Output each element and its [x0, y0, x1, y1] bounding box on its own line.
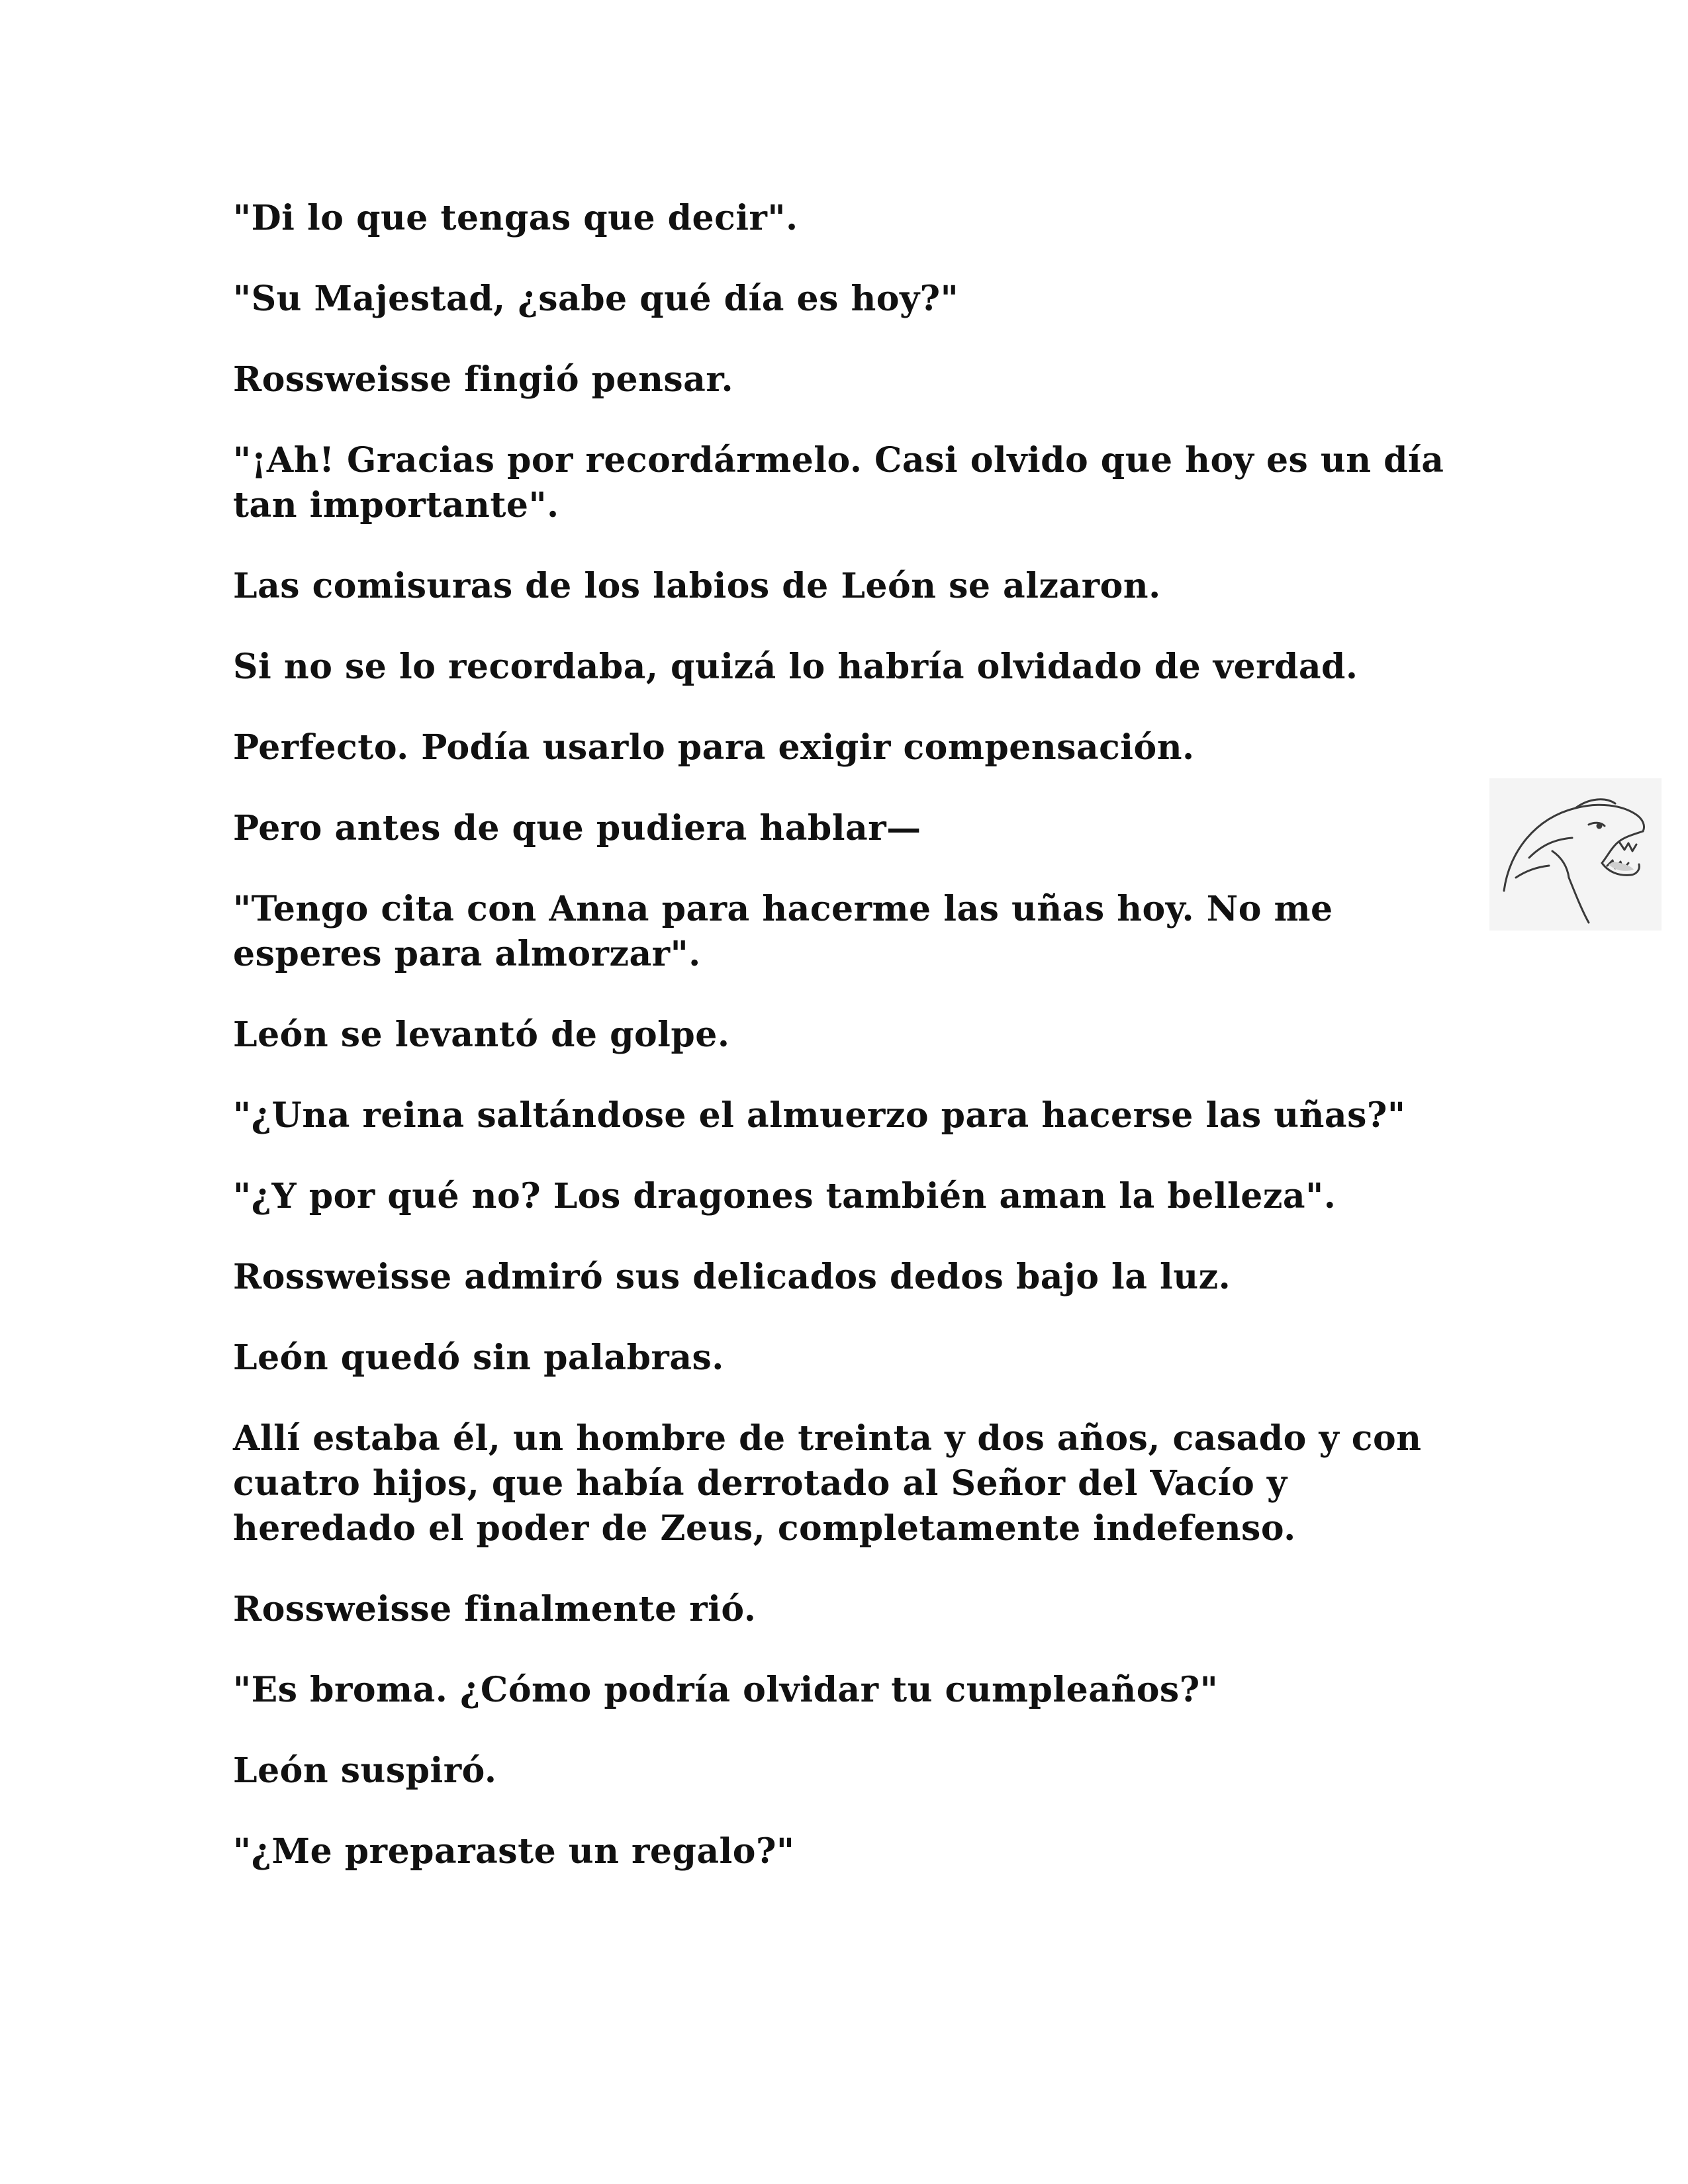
paragraph: León se levantó de golpe. [233, 1015, 730, 1055]
paragraph: "¿Una reina saltándose el almuerzo para hacerse las uñas?" [233, 1095, 1406, 1136]
paragraph: León quedó sin palabras. [233, 1338, 724, 1378]
paragraph: Pero antes de que pudiera hablar— [233, 808, 921, 848]
paragraph: "¡Ah! Gracias por recordármelo. Casi olvido que hoy es un día tan importante". [233, 440, 1444, 525]
paragraph: Si no se lo recordaba, quizá lo habría olvidado de verdad. [233, 647, 1358, 687]
paragraph: "Tengo cita con Anna para hacerme las uñas hoy. No me esperes para almorzar". [233, 889, 1333, 974]
paragraph: "¿Y por qué no? Los dragones también aman la belleza". [233, 1176, 1336, 1216]
paragraph: Perfecto. Podía usarlo para exigir compensación. [233, 727, 1195, 768]
paragraph: Rossweisse fingió pensar. [233, 359, 734, 400]
dinosaur-head-icon [1489, 778, 1662, 931]
paragraph: "Di lo que tengas que decir". [233, 198, 798, 238]
text-column [233, 196, 1458, 1910]
paragraph: "¿Me preparaste un regalo?" [233, 1831, 795, 1872]
paragraph: León suspiró. [233, 1751, 497, 1791]
paragraph: "Su Majestad, ¿sabe qué día es hoy?" [233, 279, 959, 319]
paragraph: Rossweisse finalmente rió. [233, 1589, 757, 1629]
paragraph: Rossweisse admiró sus delicados dedos bajo la luz. [233, 1257, 1231, 1297]
paragraph: Allí estaba él, un hombre de treinta y dos años, casado y con cuatro hijos, que había derrotado al Señor del Vacío y heredado el poder de Zeus, completamente indefenso. [233, 1418, 1422, 1549]
paragraph: Las comisuras de los labios de León se alzaron. [233, 566, 1161, 606]
paragraph: "Es broma. ¿Cómo podría olvidar tu cumpleaños?" [233, 1670, 1219, 1710]
